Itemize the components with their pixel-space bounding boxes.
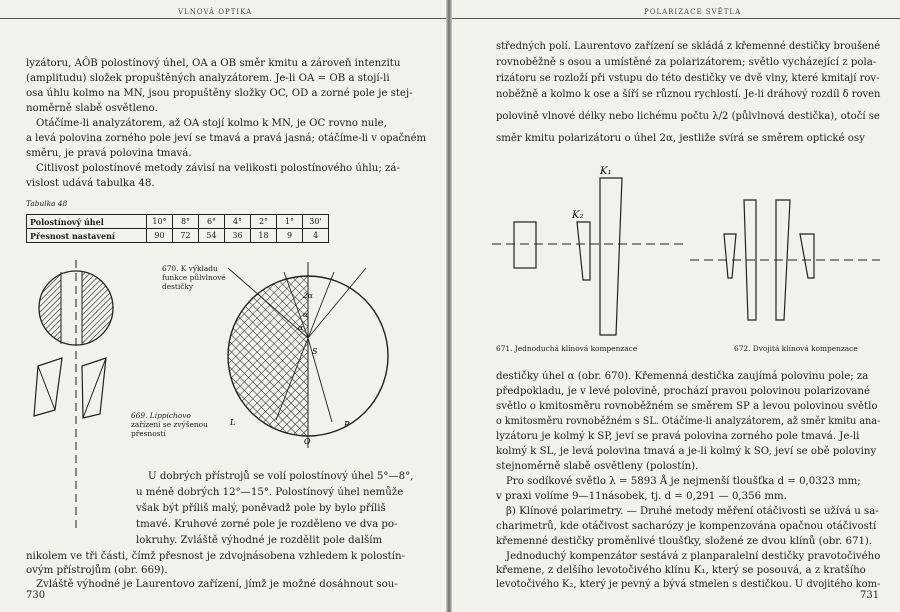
text-line: kolmý k SL, je levá polovina tmavá a je-li kolmý k SO, jeví se obě poloviny [496,446,877,457]
label-alpha: α [298,323,304,332]
running-head: VLNOVÁ OPTIKA [178,8,253,16]
caption-line: zařízení se zvýšenou [131,420,208,429]
table-cell: 10° [147,215,173,229]
text-line: křemenné destičky proměnlivé tloušťky, složené ze dvou klínů (obr. 671). [496,536,873,547]
wedge-k2 [577,222,590,280]
header-rule [452,18,900,19]
right-page [452,0,900,612]
text-line: lyzátoru, AÔB polostínový úhel, OA a OB směr kmitu a zároveň intenzitu [26,58,401,69]
text-line: levotočivého K₂, který je pevný a bývá stmelen s destičkou. U dvojitého kom- [496,579,881,590]
text-line: osa úhlu kolmo na MN, jsou propuštěny složky OC, OD a zorné pole je stej- [26,88,413,99]
text-line: u méně dobrých 12°—15°. Polostínový úhel nemůže [136,487,404,498]
page-number: 730 [26,590,46,601]
figure-669-caption [131,411,208,438]
table-cell: 72 [173,229,199,243]
figure-669 [20,258,145,530]
table-caption: Tabulka 48 [26,199,68,208]
text-line: tmavé. Kruhové zorné pole je rozděleno ve dva po- [136,519,398,530]
figure-670-caption [162,264,226,291]
text-line: v praxi volíme 9—11násobek, tj. d = 0,291 — 0,356 mm. [496,491,787,502]
text-line: o kmitosměru rovnoběžném s SL. Otáčíme-li analyzátorem, až směr kmitu ana- [496,416,881,427]
text-line: směru, je pravá polovina tmavá. [26,148,192,159]
running-head: POLARIZACE SVĚTLA [644,8,742,16]
left-page [0,0,446,612]
wedge-k1 [600,178,622,335]
caption-line: funkce půlvlnové [162,273,226,282]
text-line: stejnoměrně slabě osvětleny (polostín). [496,461,699,472]
page-number: 731 [860,590,880,601]
text-line: Otáčíme-li analyzátorem, až OA stojí kolmo k MN, je OC rovno nule, [36,118,387,129]
text-line: noměrně slabě osvětleno. [26,103,158,114]
label-l: L [230,418,236,427]
text-line: destičky úhel α (obr. 670). Křemenná destička zaujímá polovinu pole; za [496,371,869,382]
table-cell: 30' [303,215,329,229]
table-cell: 9 [277,229,303,243]
plane-parallel-plate [514,222,536,268]
text-line: křemene, z delšího levotočivého klínu K₁, který se posouvá, a z kratšího [496,565,866,576]
table-cell: 54 [199,229,225,243]
caption-line: 669. Lippichovo [131,411,191,420]
figure-671-caption: 671. Jednoduchá klínová kompenzace [496,344,638,353]
table-cell: 90 [147,229,173,243]
text-line: předpokladu, je v levé polovině, prochází pravou polovinou polarizované [496,386,870,397]
table-cell: 6° [199,215,225,229]
text-line: rovnoběžně s osou a umístěné za polarizátorem; světlo vycházející z pola- [496,57,877,68]
table-row [27,215,329,229]
line-sp [308,268,366,338]
text-line: světlo o kmitosměru rovnoběžném se směrem SP a levou polovinou světlo [496,401,878,412]
text-line: β) Klínové polarimetry. — Druhé metody měření otáčivosti se užívá u sa- [506,506,879,517]
text-line: směr kmitu polarizátoru o úhel 2α, jestliže svírá se směrem optické osy [496,133,865,144]
label-k1: K₁ [600,166,612,177]
table-cell: 4 [303,229,329,243]
label-o: O [304,437,311,446]
text-line: noběžně a kolmo k ose a šíří se různou rychlostí. Je-li dráhový rozdíl δ roven [496,89,881,100]
header-rule [0,18,446,19]
table-row [27,229,329,243]
label-alpha: α [303,310,309,319]
text-line: Jednoduchý kompenzátor sestává z planparalelní destičky pravotočivého [506,551,881,562]
table-cell: 18 [251,229,277,243]
text-line: Pro sodíkové světlo λ = 5893 Å je nejmenší tloušťka d = 0,0323 mm; [506,476,861,487]
hatched-segment-right [82,271,114,345]
table-cell: 4° [225,215,251,229]
text-line: středných polí. Laurentovo zařízení se skládá z křemenné destičky broušené [496,41,881,52]
text-line: vislost udává tabulka 48. [26,178,155,189]
text-line: rizátoru se rozloží při vstupu do této destičky ve dvě vlny, které kmitají rov- [496,73,880,84]
wedge-small-left [724,234,736,278]
figure-672 [690,190,880,340]
text-line: nikolem ve tři části, čímž přesnost je zdvojnásobena vzhledem k polostín- [26,551,406,562]
wedge-small-right [800,234,814,278]
text-line: charimetrů, kde otáčivost sacharózy je kompenzována opačnou otáčivostí [496,521,877,532]
text-line: (amplitudu) složek propuštěných analyzátorem. Je-li OA = OB a stojí-li [26,73,390,84]
text-line: Zvláště výhodné je Laurentovo zařízení, jímž je možné dosáhnout sou- [36,579,398,590]
figure-670 [226,262,394,448]
table-cell: 36 [225,229,251,243]
label-p: P [344,420,350,429]
row-label: Přesnost nastavení [27,229,147,243]
text-line: a levá polovina zorného pole jeví se tmavá a pravá jasná; otáčíme-li v opačném [26,133,427,144]
caption-line: přesností [131,429,166,438]
caption-line: 670. K výkladu [162,264,218,273]
row-label: Polostínový úhel [27,215,147,229]
text-line: však být příliš malý, poněvadž pole by bylo příliš [136,503,386,514]
text-line: lyzátoru je kolmý k SP, jeví se pravá polovina zorného pole tmavá. Je-li [496,431,860,442]
label-s: S [312,347,318,356]
text-line: lokruhy. Zvláště výhodné je rozdělit pole dalším [136,535,383,546]
table-48 [26,214,329,243]
label-k2: K₂ [572,210,584,221]
table-cell: 8° [173,215,199,229]
figure-672-caption: 672. Dvojitá klínová kompenzace [734,344,858,353]
text-line: U dobrých přístrojů se volí polostínový úhel 5°—8°, [148,471,414,482]
figure-671 [492,160,687,340]
label-2alpha: 2α [303,291,313,300]
text-line: ovým přístrojům (obr. 669). [26,565,168,576]
text-line: polovině vlnové délky nebo lichému počtu λ/2 (půlvlnová destička), otočí se [496,111,880,122]
table-cell: 1° [277,215,303,229]
text-line: Citlivost polostínové metody závisí na velikosti polostínového úhlu; zá- [36,163,400,174]
caption-line: destičky [162,282,194,291]
table-cell: 2° [251,215,277,229]
